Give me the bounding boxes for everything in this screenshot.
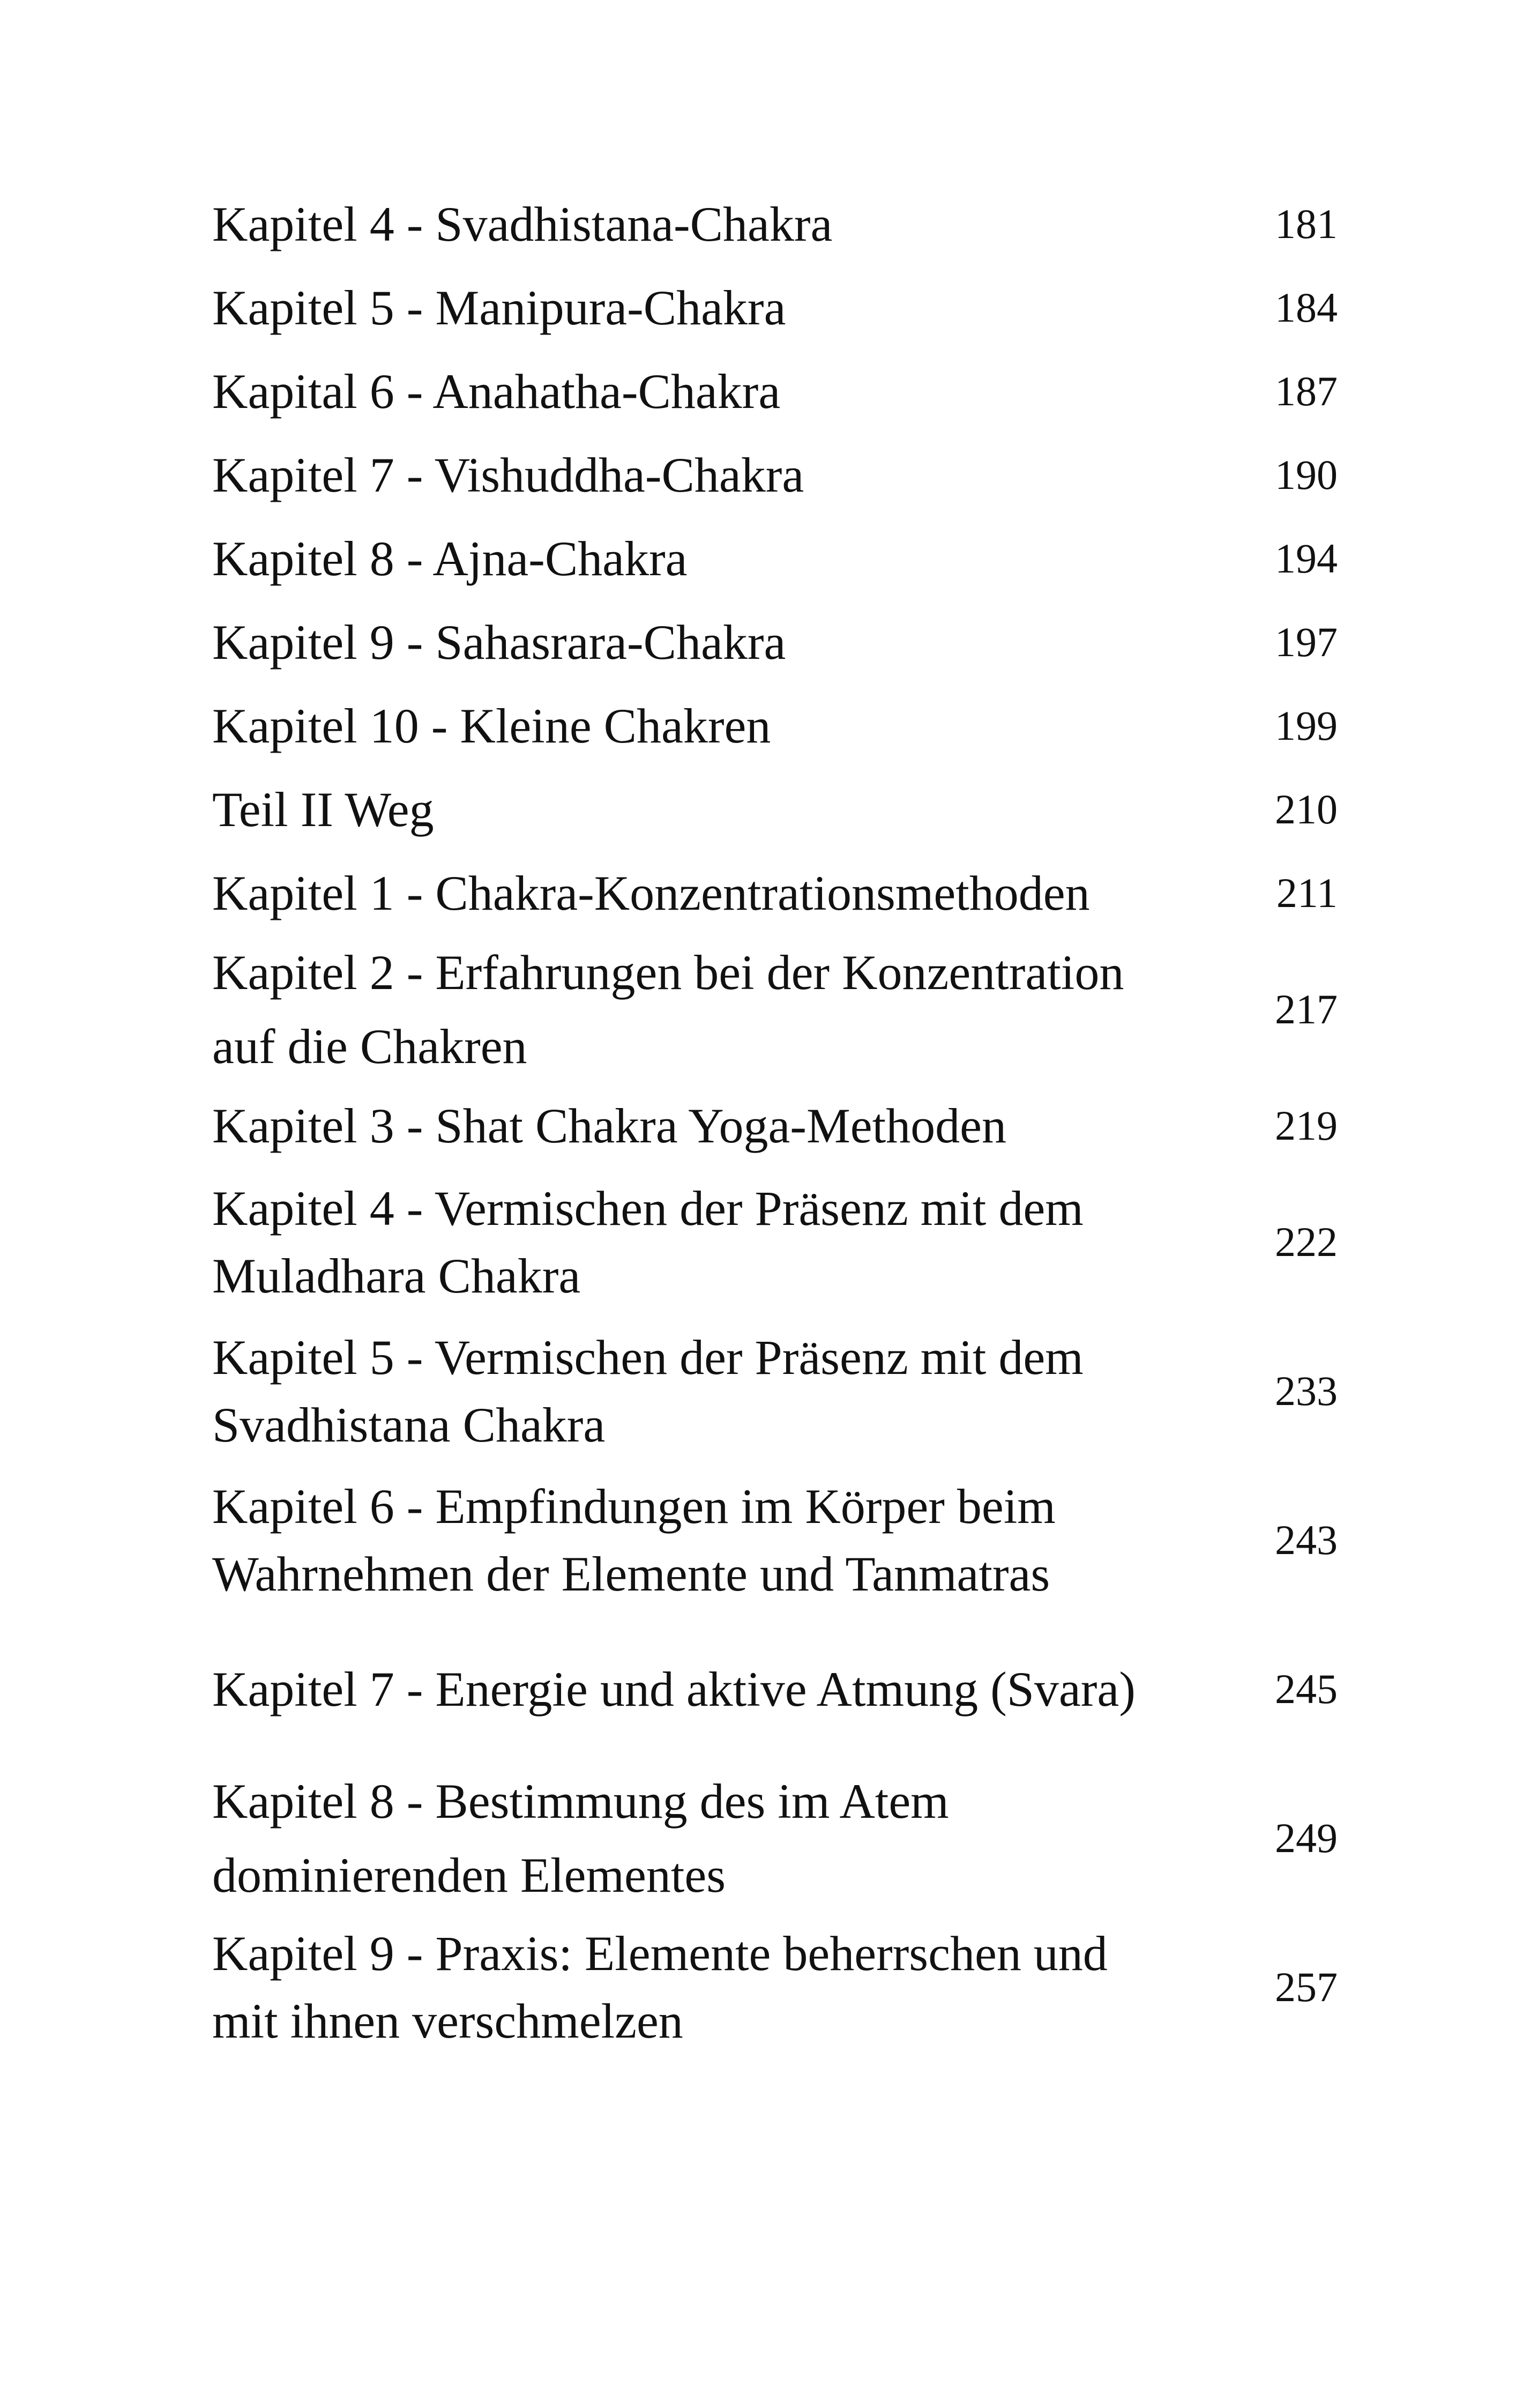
toc-entry xyxy=(212,1615,1338,1764)
entry-page-number: 184 xyxy=(1275,284,1338,331)
entry-title: Kapitel 5 - Manipura-Chakra xyxy=(212,280,786,335)
toc-entry xyxy=(212,1764,1338,1913)
entry-title: Kapitel 4 - Vermischen der Präsenz mit dem Muladhara Chakra xyxy=(212,1181,1084,1303)
entry-title: Kapitel 8 - Bestimmung des im Atem dominierenden Elementes xyxy=(212,1774,949,1902)
entry-page-number: 222 xyxy=(1275,1218,1338,1265)
toc-entry xyxy=(212,1317,1338,1466)
toc-entry xyxy=(212,266,1338,350)
entry-title: Kapitel 3 - Shat Chakra Yoga-Methoden xyxy=(212,1098,1006,1153)
entry-title: Kapitel 8 - Ajna-Chakra xyxy=(212,531,688,586)
toc-entry xyxy=(212,517,1338,600)
toc-entry xyxy=(212,1084,1338,1168)
toc-entry xyxy=(212,1168,1338,1317)
entry-title: Kapitel 7 - Vishuddha-Chakra xyxy=(212,448,804,502)
toc-entry xyxy=(212,350,1338,433)
toc-entry xyxy=(212,433,1338,517)
entry-title: Kapitel 5 - Vermischen der Präsenz mit dem Svadhistana Chakra xyxy=(212,1330,1084,1452)
entry-page-number: 210 xyxy=(1275,786,1338,833)
entry-page-number: 233 xyxy=(1275,1367,1338,1414)
entry-page-number: 211 xyxy=(1276,869,1338,916)
toc-entry xyxy=(212,600,1338,684)
toc-entry xyxy=(212,1466,1338,1615)
toc-entry xyxy=(212,1913,1338,2062)
toc-entry xyxy=(212,684,1338,768)
entry-title: Kapitel 9 - Sahasrara-Chakra xyxy=(212,615,786,670)
entry-title: Kapitel 4 - Svadhistana-Chakra xyxy=(212,197,833,251)
entry-page-number: 197 xyxy=(1275,619,1338,665)
entry-page-number: 199 xyxy=(1275,702,1338,749)
entry-page-number: 243 xyxy=(1275,1517,1338,1563)
entry-page-number: 181 xyxy=(1275,200,1338,247)
entry-page-number: 194 xyxy=(1275,535,1338,582)
entry-title: Kapitel 6 - Empfindungen im Körper beim Wahrnehmen der Elemente und Tanmatras xyxy=(212,1479,1056,1601)
entry-title: Kapitel 7 - Energie und aktive Atmung (Svara) xyxy=(212,1662,1136,1716)
entry-page-number: 217 xyxy=(1275,986,1338,1032)
entry-page-number: 249 xyxy=(1275,1815,1338,1861)
toc-entry xyxy=(212,935,1338,1084)
entry-page-number: 245 xyxy=(1275,1666,1338,1712)
entry-title: Kapitel 1 - Chakra-Konzentrationsmethoden xyxy=(212,866,1090,920)
entry-title: Kapitel 10 - Kleine Chakren xyxy=(212,698,771,753)
entry-title: Kapitel 9 - Praxis: Elemente beherrschen und mit ihnen verschmelzen xyxy=(212,1926,1108,2048)
entry-title: Kapitel 2 - Erfahrungen bei der Konzentration auf die Chakren xyxy=(212,945,1124,1074)
entry-page-number: 219 xyxy=(1275,1102,1338,1149)
entry-title: Kapital 6 - Anahatha-Chakra xyxy=(212,364,781,419)
entry-page-number: 187 xyxy=(1275,368,1338,414)
entry-page-number: 190 xyxy=(1275,451,1338,498)
toc-entry xyxy=(212,768,1338,851)
entry-title: Teil II Weg xyxy=(212,782,434,837)
toc-entry xyxy=(212,851,1338,935)
toc-entry xyxy=(212,182,1338,266)
table-of-contents xyxy=(212,182,1338,2062)
entry-page-number: 257 xyxy=(1275,1964,1338,2010)
